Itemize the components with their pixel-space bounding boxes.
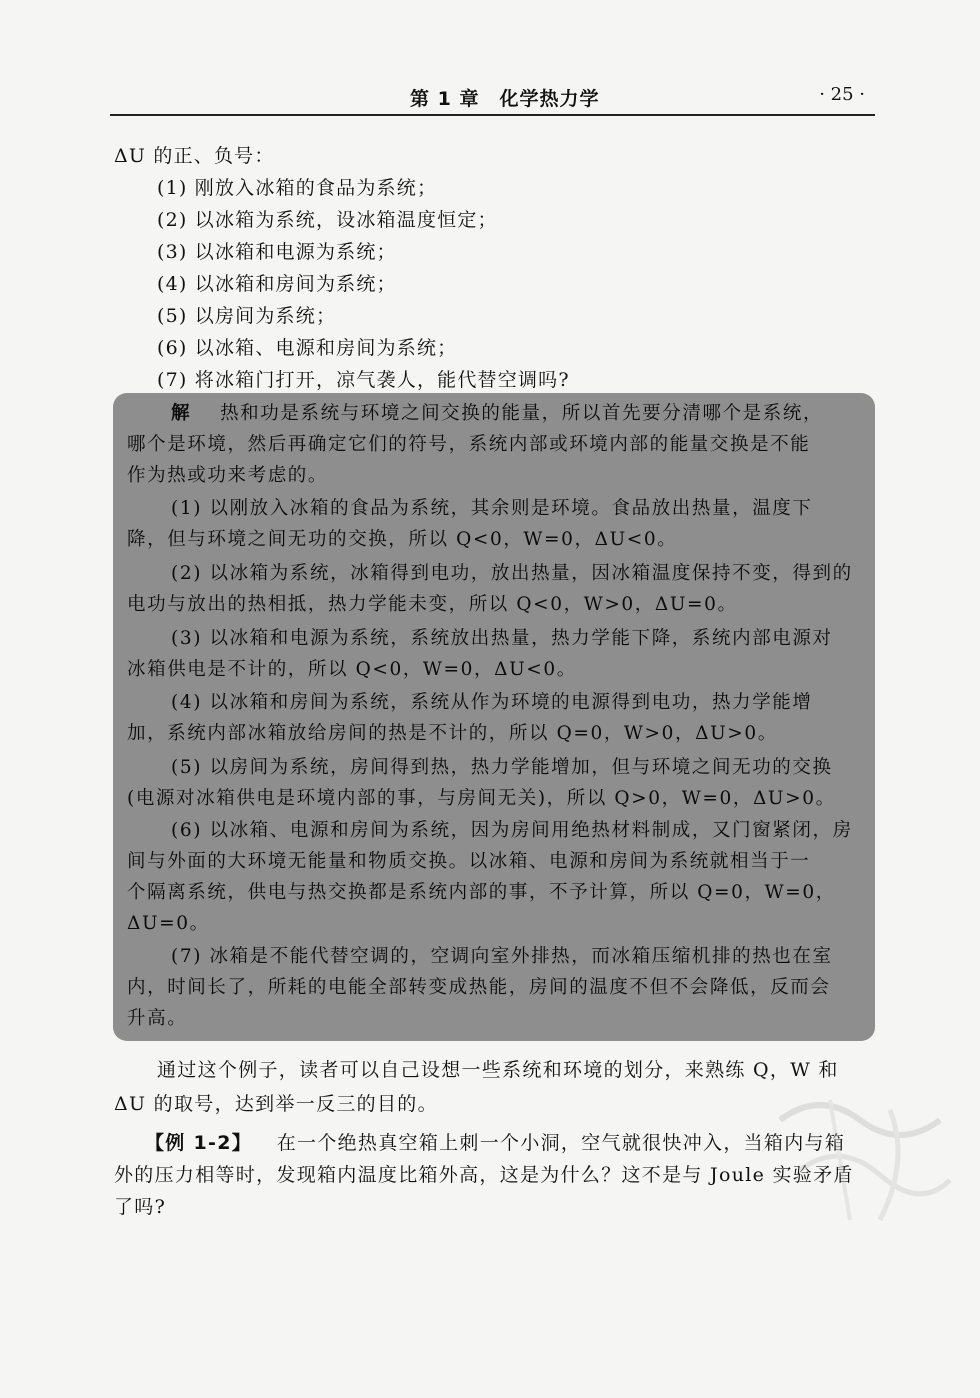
solution-line: 个隔离系统，供电与热交换都是系统内部的事，不予计算，所以 Q=0，W=0， <box>127 882 836 903</box>
example-line: 外的压力相等时，发现箱内温度比箱外高，这是为什么？这不是与 Joule 实验矛盾 <box>114 1164 854 1186</box>
solution-line: (1) 以刚放入冰箱的食品为系统，其余则是环境。食品放出热量，温度下 <box>171 498 813 519</box>
example-line: 【例 1-2】 在一个绝热真空箱上刺一个小洞，空气就很快冲入，当箱内与箱 <box>145 1132 846 1154</box>
solution-line: (3) 以冰箱和电源为系统，系统放出热量，热力学能下降，系统内部电源对 <box>171 628 833 649</box>
example-label: 【例 1-2】 <box>145 1132 253 1154</box>
watermark-stamp-icon <box>760 1080 960 1230</box>
solution-line: (2) 以冰箱为系统，冰箱得到电功，放出热量，因冰箱温度保持不变，得到的 <box>171 563 853 584</box>
solution-box <box>113 393 875 1041</box>
solution-line: (5) 以房间为系统，房间得到热，热力学能增加，但与环境之间无功的交换 <box>171 757 833 778</box>
question-item: (5) 以房间为系统； <box>157 305 337 327</box>
solution-line: 升高。 <box>127 1008 188 1029</box>
page-number: · 25 · <box>819 84 865 105</box>
example-line: 了吗? <box>114 1196 167 1218</box>
solution-line: ΔU=0。 <box>127 913 210 934</box>
solution-line: 加，系统内部冰箱放给房间的热是不计的，所以 Q=0，W>0，ΔU>0。 <box>127 723 778 744</box>
summary-line: 通过这个例子，读者可以自己设想一些系统和环境的划分，来熟练 Q，W 和 <box>157 1059 839 1081</box>
solution-line: 电功与放出的热相抵，热力学能未变，所以 Q<0，W>0，ΔU=0。 <box>127 594 738 615</box>
solution-paragraph-line: 解 热和功是系统与环境之间交换的能量，所以首先要分清哪个是系统， <box>171 403 824 424</box>
solution-line: (4) 以冰箱和房间为系统，系统从作为环境的电源得到电功，热力学能增 <box>171 692 813 713</box>
solution-line: (电源对冰箱供电是环境内部的事，与房间无关)，所以 Q>0，W=0，ΔU>0。 <box>127 788 836 809</box>
solution-line: (7) 冰箱是不能代替空调的，空调向室外排热，而冰箱压缩机排的热也在室 <box>171 946 833 967</box>
solution-line: 哪个是环境，然后再确定它们的符号，系统内部或环境内部的能量交换是不能 <box>127 434 811 455</box>
solution-label: 解 <box>171 403 192 424</box>
solution-line: (6) 以冰箱、电源和房间为系统，因为房间用绝热材料制成，又门窗紧闭，房 <box>171 820 853 841</box>
running-header <box>110 80 875 116</box>
question-item: (3) 以冰箱和电源为系统； <box>157 241 397 263</box>
solution-line: 内，时间长了，所耗的电能全部转变成热能，房间的温度不但不会降低，反而会 <box>127 977 831 998</box>
question-item: (4) 以冰箱和房间为系统； <box>157 273 397 295</box>
solution-line: 冰箱供电是不计的，所以 Q<0，W=0，ΔU<0。 <box>127 659 577 680</box>
solution-line: 间与外面的大环境无能量和物质交换。以冰箱、电源和房间为系统就相当于一 <box>127 851 811 872</box>
intro-line: ΔU 的正、负号： <box>114 145 275 167</box>
question-item: (1) 刚放入冰箱的食品为系统； <box>157 177 438 199</box>
solution-line: 降，但与环境之间无功的交换，所以 Q<0，W=0，ΔU<0。 <box>127 529 678 550</box>
chapter-title: 第 1 章 化学热力学 <box>410 88 600 110</box>
solution-line: 作为热或功来考虑的。 <box>127 465 329 486</box>
summary-line: ΔU 的取号，达到举一反三的目的。 <box>114 1093 438 1115</box>
question-item: (2) 以冰箱为系统，设冰箱温度恒定； <box>157 209 498 231</box>
question-item: (7) 将冰箱门打开，凉气袭人，能代替空调吗? <box>157 369 570 391</box>
question-item: (6) 以冰箱、电源和房间为系统； <box>157 337 458 359</box>
